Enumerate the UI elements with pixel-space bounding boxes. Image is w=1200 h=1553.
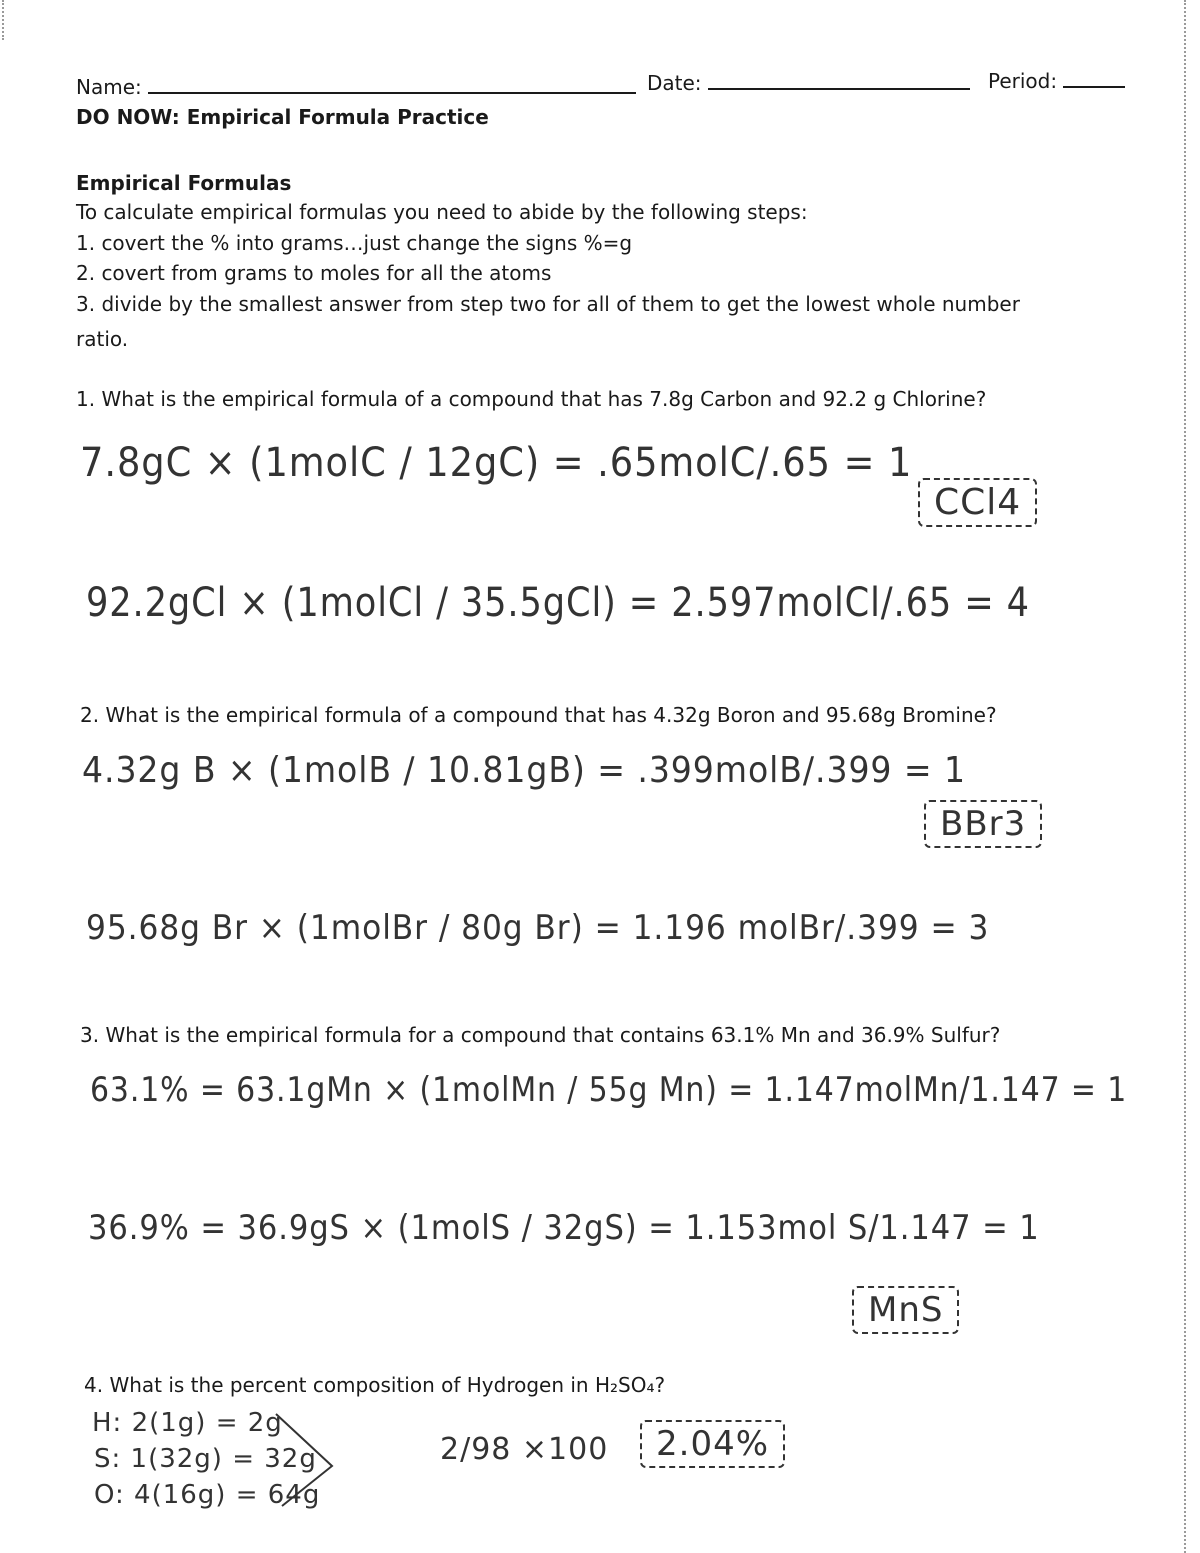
instruction-step-2: 2. covert from grams to moles for all the atoms <box>76 261 552 285</box>
date-label: Date: <box>647 71 702 95</box>
q4-answer-box: 2.04% <box>640 1420 785 1468</box>
name-blank[interactable] <box>148 74 636 94</box>
q4-work-hydrogen: H: 2(1g) = 2g <box>92 1408 283 1438</box>
page-title: DO NOW: Empirical Formula Practice <box>76 105 489 129</box>
q2-work-line-2: 95.68g Br × (1molBr / 80g Br) = 1.196 molBr/.399 = 3 <box>86 908 990 948</box>
date-field <box>647 70 970 96</box>
right-edge-dots <box>1184 0 1186 1553</box>
q1-answer-box: CCl4 <box>918 478 1037 527</box>
question-4: 4. What is the percent composition of Hydrogen in H₂SO₄? <box>84 1373 666 1397</box>
question-3: 3. What is the empirical formula for a compound that contains 63.1% Mn and 36.9% Sulfur? <box>80 1023 1001 1047</box>
q3-answer-box: MnS <box>852 1286 959 1334</box>
instruction-step-3-cont: ratio. <box>76 327 129 351</box>
name-field <box>76 74 636 100</box>
period-label: Period: <box>988 69 1058 93</box>
q4-work-sulfur: S: 1(32g) = 32g <box>94 1444 317 1474</box>
period-blank[interactable] <box>1063 68 1125 88</box>
q3-work-line-1: 63.1% = 63.1gMn × (1molMn / 55g Mn) = 1.147molMn/1.147 = 1 <box>90 1070 1128 1110</box>
instructions-heading: Empirical Formulas <box>76 171 292 195</box>
question-2: 2. What is the empirical formula of a compound that has 4.32g Boron and 95.68g Bromine? <box>80 703 997 727</box>
instruction-step-3: 3. divide by the smallest answer from step two for all of them to get the lowest whole number <box>76 292 1020 316</box>
instruction-step-1: 1. covert the % into grams…just change the signs %=g <box>76 231 633 255</box>
name-label: Name: <box>76 75 142 99</box>
q4-bracket-arrow <box>272 1410 342 1510</box>
q1-work-line-1: 7.8gC × (1molC / 12gC) = .65molC/.65 = 1 <box>80 440 913 486</box>
q4-fraction: 2/98 ×100 <box>440 1432 609 1467</box>
date-blank[interactable] <box>708 70 970 90</box>
period-field <box>988 68 1125 94</box>
q1-work-line-2: 92.2gCl × (1molCl / 35.5gCl) = 2.597molCl/.65 = 4 <box>86 580 1030 626</box>
q2-answer-box: BBr3 <box>924 800 1042 848</box>
question-1: 1. What is the empirical formula of a compound that has 7.8g Carbon and 92.2 g Chlorine? <box>76 387 987 411</box>
instructions-intro: To calculate empirical formulas you need to abide by the following steps: <box>76 200 808 224</box>
q2-work-line-1: 4.32g B × (1molB / 10.81gB) = .399molB/.399 = 1 <box>82 750 966 791</box>
left-edge-dots <box>2 0 4 40</box>
q3-work-line-2: 36.9% = 36.9gS × (1molS / 32gS) = 1.153mol S/1.147 = 1 <box>88 1208 1040 1248</box>
q4-work-oxygen: O: 4(16g) = 64g <box>94 1480 321 1510</box>
